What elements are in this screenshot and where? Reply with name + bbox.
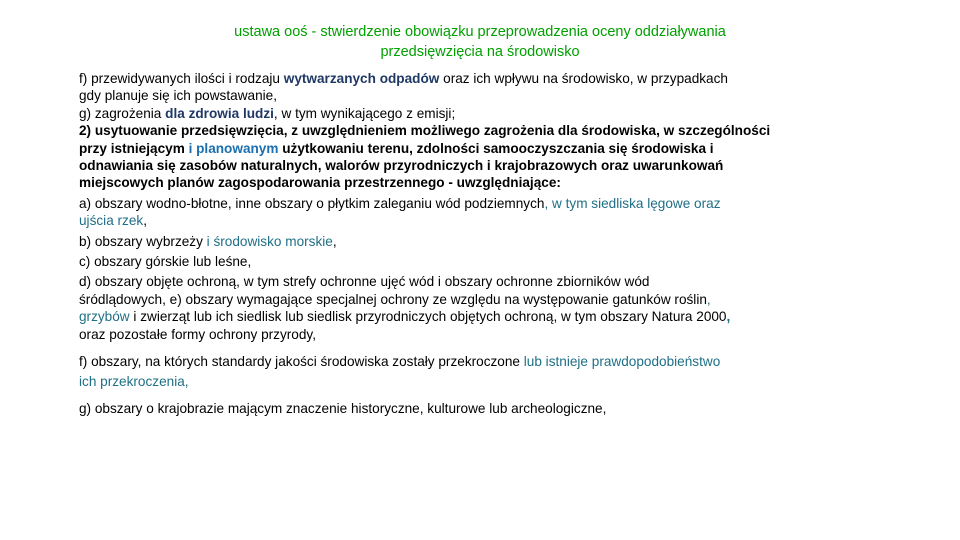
item-f-standardy: f) obszary, na których standardy jakości środowiska zostały przekroczone lub istnieje prawdopodobieństwo ich przekroczenia, [79, 354, 721, 389]
item-g-krajobraz: g) obszary o krajobrazie mającym znaczenie historyczne, kulturowe lub archeologiczne, [79, 401, 607, 417]
title-line-2: przedsięwzięcia na środowisko [380, 44, 580, 60]
emphasis-wytwarzanych-odpadow: wytwarzanych odpadów [283, 71, 440, 86]
item-d-ochrona: d) obszary objęte ochroną, w tym strefy ochronne ujęć wód i obszary ochronne zbiorników wód śródlądowych, e) obszary wymagające specjalnej ochrony ze względu na występowanie gatunków roślin, grzybów i zwierząt lub ich siedlisk lub siedlisk przyrodniczych objętych ochroną, w tym obszary Natura 2000, oraz pozostałe formy ochrony przyrody, [79, 274, 731, 342]
emphasis-prawdopodobienstwo: lub istnieje prawdopodobieństwo [523, 354, 721, 370]
item-c-gorskie: c) obszary górskie lub leśne, [79, 254, 252, 270]
title-line-1: ustawa ooś - stwierdzenie obowiązku przeprowadzenia oceny oddziaływania [234, 24, 726, 40]
emphasis-planowanym: i planowanym [188, 140, 279, 156]
slide-title [150, 22, 810, 62]
item-g-zdrowie: g) zagrożenia dla zdrowia ludzi, w tym wynikającego z emisji; [79, 105, 456, 121]
emphasis-zdrowia-ludzi: dla zdrowia ludzi [165, 105, 274, 121]
slide-body [79, 70, 879, 418]
item-a-wodno-blotne: a) obszary wodno-błotne, inne obszary o płytkim zaleganiu wód podziemnych, w tym siedliska lęgowe oraz ujścia rzek, [79, 195, 721, 229]
item-f-odpady: f) przewidywanych ilości i rodzaju wytwarzanych odpadów oraz ich wpływu na środowisko, w przypadkach gdy planuje się ich powstawanie, [79, 71, 728, 104]
emphasis-grzybow: grzybów [79, 309, 130, 325]
emphasis-srodowisko-morskie: i środowisko morskie [206, 233, 333, 249]
item-b-wybrzeza: b) obszary wybrzeży i środowisko morskie, [79, 233, 337, 249]
emphasis-siedliska: , w tym siedliska lęgowe oraz [544, 195, 721, 211]
item-2-usytuowanie: 2) usytuowanie przedsięwzięcia, z uwzględnieniem możliwego zagrożenia dla środowiska, w szczególności przy istniejącym i planowanym użytkowaniu terenu, zdolności samooczyszczania się środowiska i odnawiania się zasobów naturalnych, walorów przyrodniczych i krajobrazowych oraz uwarunkowań miejscowych planów zagospodarowania przestrzennego - uwzględniające: [79, 123, 771, 191]
